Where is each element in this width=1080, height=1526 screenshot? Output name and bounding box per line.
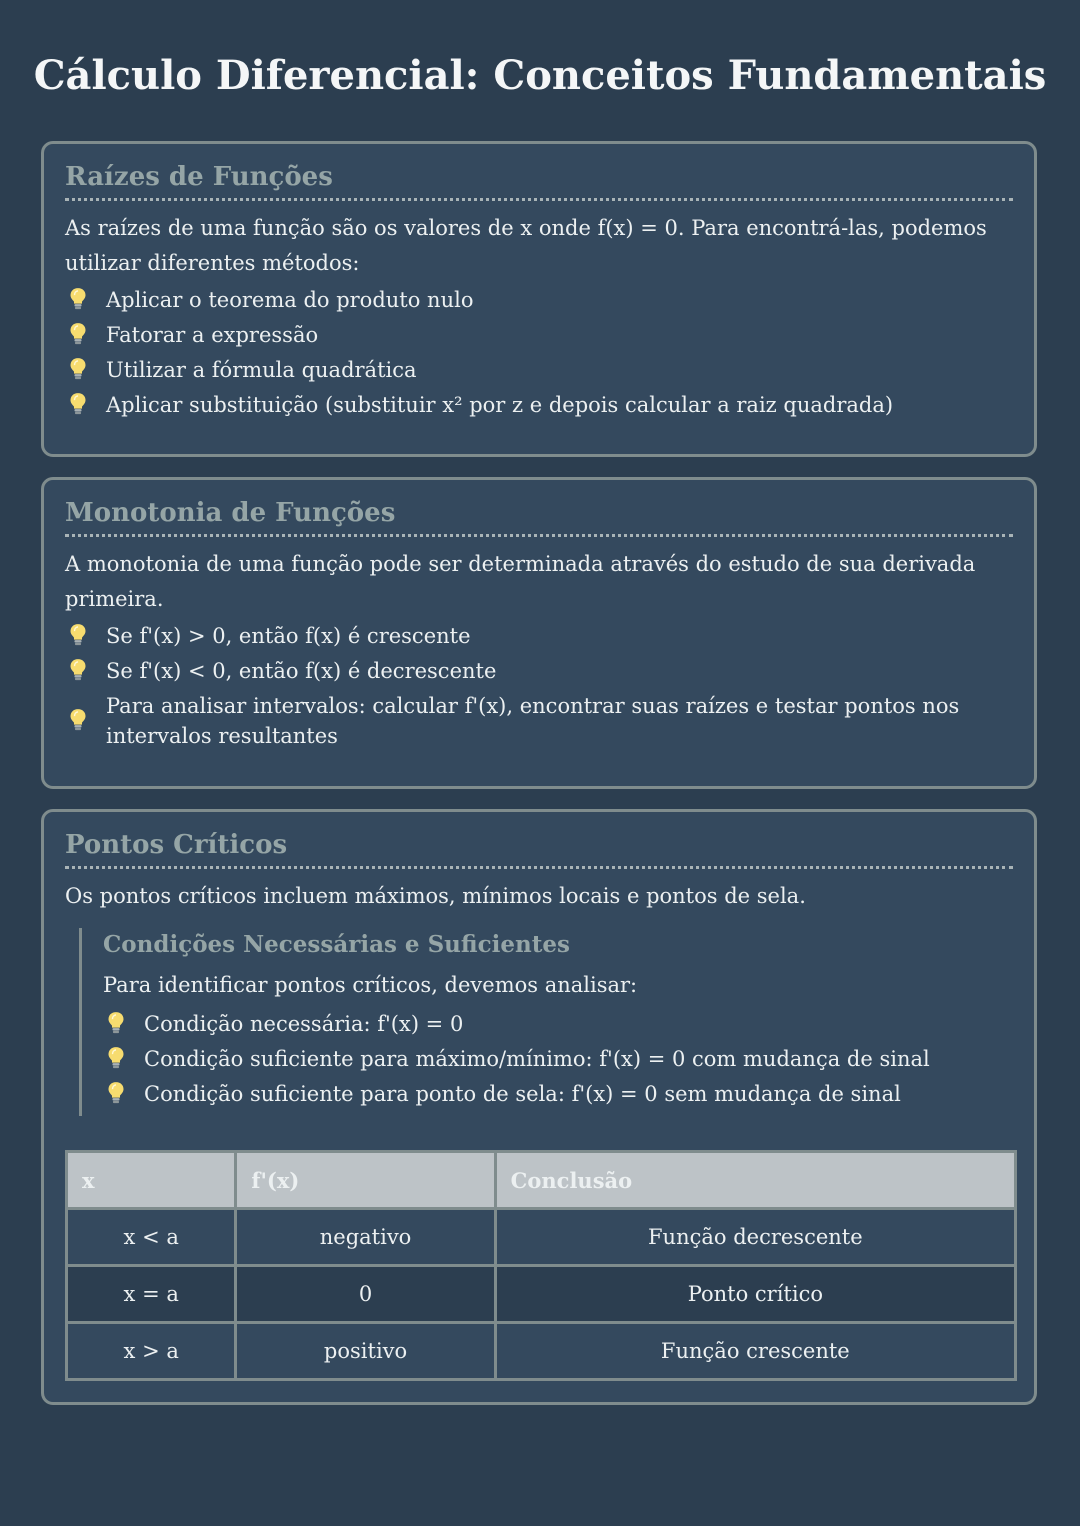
list-item: Para analisar intervalos: calcular f'(x), encontrar suas raízes e testar pontos nos intervalos resultantes	[65, 689, 1013, 754]
table-cell: 0	[236, 1266, 495, 1323]
table-cell: negativo	[236, 1209, 495, 1266]
monotony-card	[41, 477, 1037, 789]
conditions-list	[103, 1007, 1013, 1112]
monotony-title: Monotonia de Funções	[65, 498, 1013, 537]
list-item: Condição necessária: f'(x) = 0	[103, 1007, 1013, 1042]
table-cell: Função crescente	[495, 1323, 1015, 1380]
lightbulb-icon	[69, 322, 87, 346]
table-cell: x < a	[67, 1209, 236, 1266]
lightbulb-icon	[69, 708, 87, 732]
roots-intro: As raízes de uma função são os valores de x onde f(x) = 0. Para encontrá-las, podemos utilizar diferentes métodos:	[65, 216, 987, 275]
table-cell: x > a	[67, 1323, 236, 1380]
monotony-list	[65, 619, 1013, 754]
list-item: Condição suficiente para ponto de sela: f'(x) = 0 sem mudança de sinal	[103, 1077, 1013, 1112]
lightbulb-icon	[69, 357, 87, 381]
list-item: Aplicar o teorema do produto nulo	[65, 283, 1013, 318]
lightbulb-icon	[69, 287, 87, 311]
table-row	[67, 1209, 1016, 1266]
critical-table	[65, 1150, 1017, 1381]
list-item: Se f'(x) < 0, então f(x) é decrescente	[65, 654, 1013, 689]
list-item: Fatorar a expressão	[65, 318, 1013, 353]
table-row	[67, 1266, 1016, 1323]
list-item: Aplicar substituição (substituir x² por z e depois calcular a raiz quadrada)	[65, 388, 1013, 423]
table-cell: x = a	[67, 1266, 236, 1323]
table-cell: Ponto crítico	[495, 1266, 1015, 1323]
column-header: x	[67, 1152, 236, 1209]
critical-intro: Os pontos críticos incluem máximos, mínimos locais e pontos de sela.	[65, 884, 806, 908]
column-header: f'(x)	[236, 1152, 495, 1209]
table-row	[67, 1323, 1016, 1380]
table-header-row	[67, 1152, 1016, 1209]
conditions-intro: Para identificar pontos críticos, devemos analisar:	[103, 973, 638, 997]
lightbulb-icon	[69, 623, 87, 647]
lightbulb-icon	[69, 658, 87, 682]
column-header: Conclusão	[495, 1152, 1015, 1209]
lightbulb-icon	[69, 392, 87, 416]
page-title: Cálculo Diferencial: Conceitos Fundamentais	[33, 52, 1047, 99]
table-cell: positivo	[236, 1323, 495, 1380]
critical-title: Pontos Críticos	[65, 830, 1013, 869]
monotony-intro: A monotonia de uma função pode ser determinada através do estudo de sua derivada primeira.	[65, 552, 976, 611]
list-item: Utilizar a fórmula quadrática	[65, 353, 1013, 388]
roots-card	[41, 141, 1037, 457]
roots-list	[65, 283, 1013, 423]
list-item: Se f'(x) > 0, então f(x) é crescente	[65, 619, 1013, 654]
critical-points-card	[41, 809, 1037, 1405]
list-item: Condição suficiente para máximo/mínimo: f'(x) = 0 com mudança de sinal	[103, 1042, 1013, 1077]
lightbulb-icon	[107, 1046, 125, 1070]
table-cell: Função decrescente	[495, 1209, 1015, 1266]
conditions-subsection	[79, 928, 1013, 1116]
roots-title: Raízes de Funções	[65, 162, 1013, 201]
conditions-title: Condições Necessárias e Suficientes	[103, 931, 570, 958]
lightbulb-icon	[107, 1081, 125, 1105]
lightbulb-icon	[107, 1011, 125, 1035]
